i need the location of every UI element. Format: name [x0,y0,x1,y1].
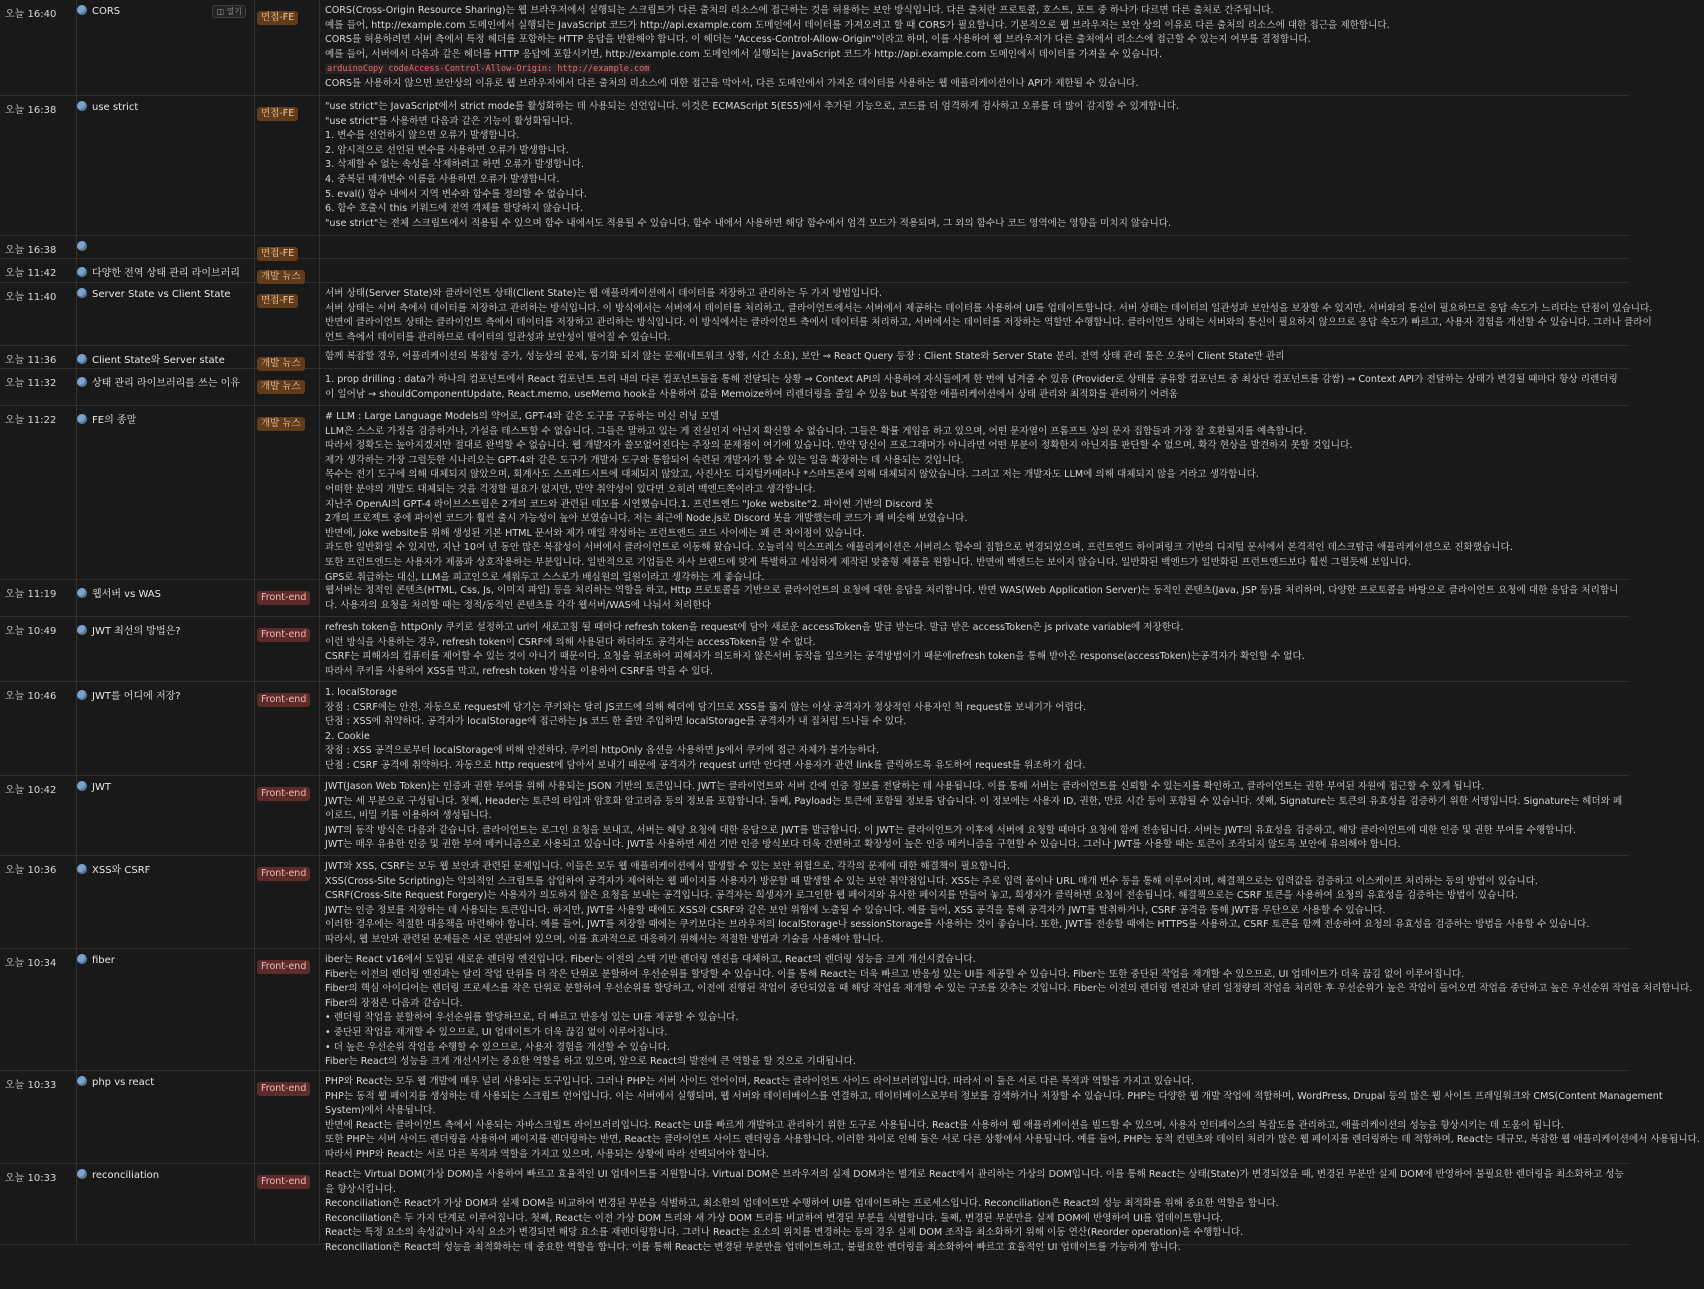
content-cell[interactable] [320,617,1629,681]
table-row[interactable] [0,283,1653,346]
content-line: JWT는 매우 유용한 인증 및 권한 부여 메커니즘으로 사용되고 있습니다. JWT를 사용하면 세션 기반 인증 방식보다 더욱 간편하고 확장성이 높은 인증 메커니즘을 구현할 수 있습니다. 그러나 JWT를 사용할 때는 토큰이 조작되지 않도록 보안에 유의해야 합니다. [325,839,1401,851]
created-time-cell: 오늘 10:42 [0,776,77,855]
page-icon [77,288,87,298]
content-cell[interactable] [320,406,1629,583]
content-line: 6. 함수 호출시 this 키워드에 전역 객체를 할당하지 않습니다. [325,203,583,215]
tag-badge: Front-end [257,1082,310,1096]
content-line: arduinoCopy codeAccess-Control-Allow-Origin: http://example.com [327,64,650,75]
tag-badge: 면접-FE [257,294,298,308]
content-line: 5. eval() 함수 내에서 지역 변수와 함수를 정의할 수 없습니다. [325,188,587,200]
page-title[interactable]: FE의 종말 [92,415,137,426]
title-cell[interactable] [77,1164,255,1244]
content-line: 서버 상태는 서버 측에서 데이터를 저장하고 관리하는 방식입니다. 이 방식에서는 서버에서 데이터를 처리하고, 클라이언트에서는 서버에서 제공하는 데이터를 사용하여 UI를 업데이트합니다. 서버 상태는 데이터의 일관성과 보안성을 보장할 수 있지만, 서버와의 통신이 필요하므로 응답 속도가 느리다는 단점이 있습니다. [325,302,1653,314]
table-row[interactable] [0,617,1629,682]
tag-cell[interactable] [255,949,320,1070]
tag-badge: 면접-FE [257,247,298,261]
content-cell[interactable] [320,236,1629,258]
tag-badge: Front-end [257,591,310,605]
content-line: 따라서 PHP와 React는 서로 다른 목적과 역할을 가지고 있으며, 사용되는 상황에 따라 선택되어야 합니다. [325,1148,769,1160]
content-line: • 중단된 작업을 재개할 수 있으므로, UI 업데이트가 더욱 끊김 없이 이루어집니다. [325,1026,668,1038]
page-icon [77,1169,87,1179]
tag-cell[interactable] [255,856,320,948]
tag-badge: Front-end [257,693,310,707]
page-icon [77,954,87,964]
content-line: 2. 암시적으로 선언된 변수를 사용하면 오류가 발생합니다. [325,144,569,156]
tag-badge: Front-end [257,960,310,974]
created-time-cell: 오늘 10:33 [0,1164,77,1244]
table-row[interactable] [0,96,1629,236]
created-time-cell: 오늘 10:36 [0,856,77,948]
created-time-cell: 오늘 16:38 [0,96,77,235]
content-line: JWT는 인증 정보를 저장하는 데 사용되는 토큰입니다. 하지만, JWT를 사용할 때에도 XSS와 CSRF와 같은 보안 위협에 노출될 수 있습니다. 예를 들어, XSS 공격을 통해 공격자가 JWT를 탈취하거나, CSRF 공격을 통해 JWT를 무단으로 사용할 수 있습니다. [325,904,1386,916]
page-icon [77,690,87,700]
content-line: PHP와 React는 모두 웹 개발에 매우 널리 사용되는 도구입니다. 그러나 PHP는 서버 사이드 언어이며, React는 클라이언트 사이드 라이브러리입니다. 따라서 이 둘은 서로 다른 목적과 역할을 가지고 있습니다. [325,1076,1194,1087]
content-line: 지난주 OpenAI의 GPT-4 라이브스트림은 2개의 코드와 관련된 데모를 시연했습니다.1. 프런트엔드 "Joke website"2. 파이썬 기반의 Discord 봇 [325,498,934,510]
title-cell[interactable] [77,96,255,235]
created-time-cell: 오늘 11:22 [0,406,77,579]
tag-cell[interactable] [255,369,320,405]
table-row[interactable] [0,236,1629,259]
content-cell[interactable] [320,776,1629,855]
created-time-cell: 오늘 11:19 [0,580,77,616]
content-line: Fiber는 React의 성능을 크게 개선시키는 중요한 역할을 하고 있으며, 앞으로 React의 발전에 큰 역할을 할 것으로 기대됩니다. [325,1056,856,1068]
content-line: 또한 프런트엔드는 사용자가 제품과 상호작용하는 부분입니다. 일반적으로 기업들은 자사 브랜드에 맞게 특별하고 세심하게 제작된 맞춤형 제품을 원합니다. 반면에 백엔드는 보이지 않습니다. 일반화된 백엔드가 일반화된 프런트엔드보다 훨씬 그럴듯해 보입니다. [325,556,1412,568]
content-line: iber는 React v16에서 도입된 새로운 렌더링 엔진입니다. Fiber는 이전의 스택 기반 렌더링 엔진을 대체하고, React의 렌더링 성능을 크게 개선시켰습니다. [325,954,976,965]
content-line: 장점 : XSS 공격으로부터 localStorage에 비해 안전하다. 쿠키의 httpOnly 옵션을 사용하면 Js에서 쿠키에 접근 자체가 불가능하다. [325,745,879,757]
page-icon [77,625,87,635]
tag-badge: Front-end [257,787,310,801]
table-row[interactable] [0,1071,1700,1164]
content-cell[interactable] [320,682,1629,775]
content-line: 3. 삭제할 수 없는 속성을 삭제하려고 하면 오류가 발생합니다. [325,159,585,171]
content-cell[interactable] [320,96,1629,235]
content-line: 어떠한 분야의 개발도 대체되는 것을 걱정할 필요가 없지만, 만약 취약성이 있다면 오히려 백엔드쪽이라고 생각합니다. [325,483,816,495]
content-cell[interactable] [320,346,1629,368]
content-line: 따라서, 웹 보안과 관련된 문제들은 서로 연관되어 있으며, 이를 효과적으로 대응하기 위해서는 적절한 방법과 기술을 사용해야 합니다. [325,933,884,945]
page-icon [77,781,87,791]
content-line: LLM은 스스로 가정을 검증하거나, 가설을 테스트할 수 없습니다. 그들은 말하고 있는 게 진실인지 아닌지 확신할 수 없습니다. 그들은 확률 게임을 하고 있으며, 어떤 문자열이 프롬프트 상의 문자 집합들과 가장 잘 호환될지를 예측합니다. [325,425,1307,437]
content-line: 반면에, joke website를 위해 생성된 기본 HTML 문서와 제가 매일 작성하는 프런트엔드 코드 사이에는 꽤 큰 차이점이 있습니다. [325,527,865,539]
content-line: 1. prop drilling : data가 하나의 컴포넌트에서 React 컴포넌트 트리 내의 다른 컴포넌트들을 통해 전달되는 상황 ⇒ Context API의 사용하여 자식들에게 한 번에 넘겨줄 수 있음 (Provider로 상태를 공유할 컴포넌트 중 최상단 컴포넌트를 감쌈) → Context API가 전달하는 상태가 변경될 때마다 항상 리렌더링이 일어남 → shouldComponentUpdate, React.memo, useMemo hook을 사용하여 값을 Memoize하여 리렌더링을 줄일 수 있음 but 복잡한 애플리케이션에서 상태 관리와 최적화를 관리하기 어려움 [325,374,1618,400]
page-icon [77,267,87,277]
content-line: 2개의 프로젝트 중에 파이썬 코드가 훨씬 출시 가능성이 높아 보였습니다. 저는 최근에 Node.js로 Discord 봇을 개발했는데 코드가 꽤 비슷해 보였습니다. [325,513,968,525]
title-cell[interactable] [77,580,255,616]
tag-cell[interactable] [255,776,320,855]
content-line: GPS로 취급하는 대신, LLM을 피고인으로 세워두고 스스로가 배심원의 일원이라고 생각하는 게 좋습니다. [325,571,765,583]
title-cell[interactable] [77,259,255,282]
content-line: JWT(Jason Web Token)는 인증과 권한 부여를 위해 사용되는 JSON 기반의 토큰입니다. JWT는 클라이언트와 서버 간에 인증 정보를 전달하는 데 사용됩니다. 이를 통해 서버는 클라이언트를 신뢰할 수 있는지를 확인하고, 클라이언트는 권한 부여된 자원에 접근할 수 있게 됩니다. [325,781,1485,792]
created-time-cell: 오늘 10:49 [0,617,77,681]
title-cell[interactable] [77,682,255,775]
tag-badge: 면접-FE [257,11,298,25]
tag-cell[interactable] [255,0,320,95]
content-line: 단점 : CSRF 공격에 취약하다. 자동으로 http request에 담아서 보내기 때문에 공격자가 request url만 안다면 사용자가 관련 link를 클릭하도록 유도하여 request를 위조하기 쉽다. [325,759,1086,771]
content-line: Fiber는 이전의 렌더링 엔진과는 달리 작업 단위를 더 작은 단위로 분할하여 우선순위를 할당할 수 있습니다. 이를 통해 React는 더욱 빠르고 반응성 있는 UI를 제공할 수 있습니다. Fiber는 또한 중단된 작업을 재개할 수 있으므로, UI 업데이트가 더욱 끊김 없이 이루어집니다. [325,968,1465,980]
created-time-cell: 오늘 16:38 [0,236,77,258]
tag-badge: 면접-FE [257,107,298,121]
page-icon [77,377,87,387]
title-cell[interactable] [77,776,255,855]
tag-badge: 개발 뉴스 [257,417,305,431]
tag-cell[interactable] [255,259,320,282]
content-line: 제가 생각하는 가장 그럴듯한 시나리오는 GPT-4와 같은 도구가 개발자 도구와 통합되어 숙련된 개발자가 할 수 있는 일을 확장하는 데 사용되는 것입니다. [325,454,964,466]
content-line: Reconciliation은 React의 성능을 최적화하는 데 중요한 역할을 합니다. 이를 통해 React는 변경된 부분만을 업데이트하고, 불필요한 렌더링을 최소화하여 빠르고 효율적인 UI 업데이트를 가능하게 합니다. [325,1241,1181,1253]
content-line: 예를 들어, http://example.com 도메인에서 실행되는 JavaScript 코드가 http://api.example.com 도메인에서 데이터를 가져오려고 할 때 CORS가 필요합니다. 기본적으로 웹 브라우저는 보안 상의 이유로 다른 출처의 리소스에 대한 접근을 제한합니다. [325,19,1390,31]
content-line: "use strict"는 전체 스크립트에서 적용될 수 있으며 함수 내에서도 적용될 수 있습니다. 함수 내에서 사용하면 해당 함수에서 엄격 모드가 적용되며, 그 외의 함수나 코드 영역에는 영향을 미치지 않습니다. [325,217,1172,229]
content-line: 또한 PHP는 서버 사이드 렌더링을 사용하여 페이지를 렌더링하는 반면, React는 클라이언트 사이드 렌더링을 사용합니다. 이러한 차이로 인해 둘은 서로 다른 상황에서 사용됩니다. 예를 들어, PHP는 동적 컨텐츠와 데이터 처리가 많은 웹 페이지를 렌더링하는 데 적합하며, React는 대규모, 복잡한 웹 애플리케이션에서 사용됩니다. [325,1134,1700,1146]
title-cell[interactable] [77,949,255,1070]
page-title[interactable]: JWT [92,782,111,793]
page-title[interactable]: 상태 관리 라이브러리를 쓰는 이유 [92,378,240,389]
table-row[interactable] [0,406,1629,583]
content-line: 목수는 전기 도구에 의해 대체되지 않았으며, 회계사도 스프레드시트에 대체되지 않았고, 사진사도 디지털카메라나 *스마트폰에 의해 대체되지 않았습니다. 그리고 저는 개발자도 LLM에 의해 대체되지 않을 거라고 생각합니다. [325,469,1259,481]
tag-cell[interactable] [255,346,320,368]
content-line: 따라서 쿠키를 사용하여 XSS를 막고, refresh token 방식을 이용하여 CSRF를 막을 수 있다. [325,665,713,677]
title-cell[interactable] [77,856,255,948]
content-line: 장점 : CSRF에는 안전. 자동으로 request에 담기는 쿠키와는 달리 JS코드에 의해 헤더에 담기므로 XSS를 뚫지 않는 이상 공격자가 정상적인 사용자인 척 request를 보내기가 어렵다. [325,701,1087,713]
tag-cell[interactable] [255,617,320,681]
title-cell[interactable] [77,1071,255,1163]
content-cell[interactable] [320,856,1629,948]
title-cell[interactable] [77,617,255,681]
title-cell[interactable] [77,369,255,405]
page-title[interactable]: reconciliation [92,1170,160,1181]
content-line: 4. 중복된 매개변수 이름을 사용하면 오류가 발생합니다. [325,173,560,185]
page-title[interactable]: Server State vs Client State [92,289,231,300]
tag-cell[interactable] [255,236,320,258]
tag-badge: 개발 뉴스 [257,380,305,394]
created-time-cell: 오늘 11:40 [0,283,77,345]
content-line: 반면에 클라이언트 상태는 클라이언트 측에서 데이터를 저장하고 관리하는 방식입니다. 이 방식에서는 클라이언트 측에서 데이터를 처리하고, 서버에서는 데이터를 저장하는 역할만 수행합니다. 클라이언트 상태는 서버와의 통신이 필요하지 않으므로 응답 속도가 빠르고, 사용자 경험을 개선할 수 있습니다. 그러나 클라이언트 측에서 데이터를 관리하므로 데이터의 일관성과 보안성이 떨어질 수 있습니다. [325,317,1652,343]
content-line: XSS(Cross-Site Scripting)는 악의적인 스크립트를 삽입하여 공격자가 제어하는 웹 페이지를 사용자가 방문할 때 발생할 수 있는 보안 취약점입니다. XSS는 주로 입력 폼이나 URL 매개 변수 등을 통해 이루어지며, 해결책으로는 입력값을 검증하고 이스케이프 처리하는 등의 방법이 있습니다. [325,875,1538,887]
table-row[interactable] [0,1164,1629,1253]
page-icon [77,5,87,15]
table-row[interactable] [0,0,1629,96]
content-line: 1. 변수를 선언하지 않으면 오류가 발생합니다. [325,130,520,142]
content-line: React는 Virtual DOM(가상 DOM)을 사용하여 빠르고 효율적인 UI 업데이트를 지원합니다. Virtual DOM은 브라우저의 실제 DOM과는 별개로 React에서 관리하는 가상의 DOM입니다. 이를 통해 React는 상태(State)가 변경되었을 때, 변경된 부분만 실제 DOM에 반영하여 불필요한 렌더링을 최소화하고 성능을 향상시킵니다. [325,1169,1624,1195]
content-cell[interactable] [320,580,1629,616]
tag-cell[interactable] [255,682,320,775]
content-line: React는 특정 요소의 속성값이나 자식 요소가 변경되면 해당 요소를 재렌더링합니다. 그러나 React는 요소의 위치를 변경하는 등의 경우 실제 DOM 조작을 최소화하기 위해 이동 연산(Reorder operation)을 수행합니다. [325,1227,1244,1239]
content-line: 반면에 React는 클라이언트 측에서 사용되는 자바스크립트 라이브러리입니다. React는 UI를 빠르게 개발하고 관리하기 위한 도구로 사용됩니다. React를 사용하여 웹 애플리케이션을 빌드할 수 있으며, 사용자 인터페이스의 복잡도를 관리하고, 애플리케이션의 성능을 향상시키는 데 도움이 됩니다. [325,1119,1564,1131]
page-title[interactable]: php vs react [92,1077,155,1088]
tag-cell[interactable] [255,1071,320,1163]
page-title[interactable]: use strict [92,102,139,113]
table-row[interactable] [0,346,1629,369]
content-line: CSRF(Cross-Site Request Forgery)는 사용자가 의도하지 않은 요청을 보내는 공격입니다. 공격자는 희생자가 로그인한 웹 페이지와 유사한 페이지를 만들어 놓고, 희생자가 클릭하면 요청이 전송됩니다. 해결책으로는 CSRF 토큰을 사용하여 요청의 유효성을 검증하는 방법이 있습니다. [325,890,1518,902]
tag-badge: Front-end [257,867,310,881]
page-icon [77,354,87,364]
table-row[interactable] [0,682,1629,776]
page-icon [77,414,87,424]
open-page-button[interactable]: ◫ 열기 [212,5,246,18]
content-line: 1. localStorage [325,687,398,698]
tag-cell[interactable] [255,406,320,579]
table-row[interactable] [0,776,1629,856]
content-line: 단점 : XSS에 취약하다. 공격자가 localStorage에 접근하는 Js 코드 한 줄만 주입하면 localStorage를 공격자가 내 집처럼 드나들 수 있다. [325,716,907,728]
page-icon [77,588,87,598]
content-line: 과도한 일반화일 수 있지만, 지난 10여 년 동안 많은 복잡성이 서버에서 클라이언트로 이동해 왔습니다. 오늘리식 익스프레스 애플리케이션은 서버리스 함수의 집합으로 변경되었으며, 프런트엔드 하이퍼링크 기반의 디지털 문서에서 본격적인 데스크탑급 애플리케이션으로 진화했습니다. [325,542,1513,554]
tag-cell[interactable] [255,96,320,235]
tag-badge: 개발 뉴스 [257,357,305,371]
content-line: CSRF는 피해자의 컴퓨터를 제어할 수 있는 것이 아니기 때문이다. 요청을 위조하여 피해자가 의도하지 않은서버 동작을 일으키는 공격방법이기 때문에refresh token을 통해 받아온 response(accessToken)는공격자가 확인할 수 없다. [325,651,1305,663]
created-time-cell: 오늘 10:34 [0,949,77,1070]
content-line: Fiber의 장점은 다음과 같습니다. [325,997,463,1009]
content-line: • 더 높은 우선순위 작업을 수행할 수 있으므로, 사용자 경험을 개선할 수 있습니다. [325,1041,670,1053]
content-line: 함께 복잡할 경우, 어플리케이션의 복잡성 증가, 성능상의 문제, 동기화 되지 않는 문제(네트워크 상황, 시간 소요), 보안 ⇒ React Query 등장 : Client State와 Server State 분리. 전역 상태 관리 툴은 오롯이 Client State만 관리 [325,351,1285,362]
page-icon [77,101,87,111]
created-time-cell: 오늘 10:46 [0,682,77,775]
created-time-cell: 오늘 11:36 [0,346,77,368]
content-line: CORS를 허용하려면 서버 측에서 특정 헤더를 포함하는 HTTP 응답을 반환해야 합니다. 이 헤더는 "Access-Control-Allow-Origin"이라고 하며, 이를 사용하여 웹 브라우저가 다른 출처에서 리소스에 접근할 수 있는지 여부를 결정합니다. [325,34,1311,46]
page-icon [77,864,87,874]
content-line: 예를 들어, 서버에서 다음과 같은 헤더를 HTTP 응답에 포함시키면, http://example.com 도메인에서 실행되는 JavaScript 코드가 http://api.example.com 도메인에서 데이터를 가져올 수 있습니다. [325,48,1163,60]
table-row[interactable] [0,259,1629,283]
content-line: 이런 방식을 사용하는 경우, refresh token이 CSRF에 의해 사용된다 하더라도 공격자는 accessToken을 알 수 없다. [325,636,816,648]
page-title[interactable]: fiber [92,955,115,966]
content-line: • 렌더링 작업을 분할하여 우선순위를 할당하므로, 더 빠르고 반응성 있는 UI를 제공할 수 있습니다. [325,1012,739,1024]
content-line: Reconciliation은 React가 가상 DOM과 실제 DOM을 비교하여 변경된 부분을 식별하고, 최소한의 업데이트만 수행하여 UI를 업데이트하는 프로세스입니다. Reconciliation은 React의 성능 최적화를 위해 중요한 역할을 합니다. [325,1198,1279,1210]
tag-badge: Front-end [257,628,310,642]
content-cell[interactable] [320,1164,1629,1253]
content-line: # LLM : Large Language Models의 약어로, GPT-4와 같은 도구를 구동하는 머신 러닝 모델 [325,411,720,422]
page-icon [77,1076,87,1086]
content-cell[interactable] [320,259,1629,282]
table-row[interactable] [0,580,1629,617]
content-line: PHP는 동적 웹 페이지를 생성하는 데 사용되는 스크립트 언어입니다. 이는 서버에서 실행되며, 웹 서버와 데이터베이스를 연결하고, 데이터베이스로부터 정보를 검색하거나 저장할 수 있습니다. PHP는 다양한 웹 개발 작업에 적합하며, WordPress, Drupal 등의 많은 웹 사이트 프레임워크와 CMS(Content Management System)에서 사용됩니다. [325,1090,1663,1117]
title-cell[interactable] [77,346,255,368]
content-line: JWT의 동작 방식은 다음과 같습니다. 클라이언트는 로그인 요청을 보내고, 서버는 해당 요청에 대한 응답으로 JWT를 발급합니다. 이 JWT는 클라이언트가 이후에 서버에 요청할 때마다 요청에 함께 전송됩니다. 서버는 JWT의 유효성을 검증하고, 해당 클라이언트에 대한 인증 및 권한 부여를 수행합니다. [325,824,1577,836]
content-line: "use strict"를 사용하면 다음과 같은 기능이 활성화됩니다. [325,115,573,127]
table-row[interactable] [0,949,1693,1071]
title-cell[interactable] [77,406,255,579]
tag-badge: 개발 뉴스 [257,270,305,284]
content-line: Fiber의 핵심 아이디어는 렌더링 프로세스를 작은 단위로 분할하여 우선순위를 할당하고, 이전에 진행된 작업이 중단되었을 때 해당 작업을 재개할 수 있는 구조를 갖추는 것입니다. Fiber는 이전의 렌더링 엔진과 달리 일정량의 작업을 처리한 후 우선순위가 높은 작업이 들어오면 작업을 중단하고 높은 우선순위 작업을 처리합니다. [325,983,1693,995]
page-title[interactable]: JWT를 어디에 저장? [92,691,181,702]
content-line: 웹서버는 정적인 콘텐츠(HTML, Css, Js, 이미지 파일) 등을 처리하는 역할을 하고, Http 프로토콜을 기반으로 클라이언트의 요청에 대한 응답을 처리합니다. 반면 WAS(Web Application Server)는 동적인 콘텐츠(Java, JSP 등)를 처리하며, 다양한 프로토콜을 바탕으로 클라이언트 요청에 대한 응답을 처리합니다. 사용자의 요청을 처리할 때는 정적/동적인 콘텐츠를 각각 웹서버/WAS에 나눠서 처리한다 [325,585,1619,611]
content-line: 따라서 정확도는 높아지겠지만 절대로 완벽할 수 없습니다. 웹 개발자가 쓸모없어진다는 주장의 문제점이 여기에 있습니다. 만약 당신이 프로그래머가 아니라면 어떤 부분이 정확한지 아닌지를 판단할 수 없으며, 확각 현상을 발견하지 못할 것입니다. [325,440,1353,452]
page-title[interactable]: 다양한 전역 상태 관리 라이브러리 [92,268,240,279]
tag-cell[interactable] [255,283,320,345]
content-line: Reconciliation은 두 가지 단계로 이루어집니다. 첫째, React는 이전 가상 DOM 트리와 새 가상 DOM 트리를 비교하여 변경된 부분을 식별합니다. 둘째, 변경된 부분만을 실제 DOM에 반영하여 UI를 업데이트합니다. [325,1212,1224,1224]
content-cell[interactable] [320,369,1629,405]
content-cell[interactable] [320,0,1629,95]
table-row[interactable] [0,856,1629,949]
page-title[interactable]: XSS와 CSRF [92,865,151,876]
tag-badge: Front-end [257,1175,310,1189]
page-title[interactable]: CORS [92,6,121,17]
content-line: CORS를 사용하지 않으면 보안상의 이유로 웹 브라우저에서 다른 출처의 리소스에 대한 접근을 막아서, 다른 도메인에서 가져온 데이터를 사용하는 웹 애플리케이션이나 API가 제한될 수 있습니다. [325,77,1139,89]
content-line: CORS(Cross-Origin Resource Sharing)는 웹 브라우저에서 실행되는 스크립트가 다른 출처의 리소스에 접근하는 것을 허용하는 보안 방식입니다. 다른 출처란 프로토콜, 호스트, 포트 중 하나가 다르면 다른 출처로 간주됩니다. [325,5,1274,16]
content-line: "use strict"는 JavaScript에서 strict mode를 활성화하는 데 사용되는 선언입니다. 이것은 ECMAScript 5(ES5)에서 추가된 기능으로, 코드를 더 엄격하게 검사하고 오류를 더 많이 감지할 수 있게합니다. [325,101,1179,112]
content-line: JWT와 XSS, CSRF는 모두 웹 보안과 관련된 문제입니다. 이들은 모두 웹 애플리케이션에서 발생할 수 있는 보안 위험으로, 각각의 문제에 대한 해결책이 필요합니다. [325,861,1010,872]
tag-cell[interactable] [255,1164,320,1244]
title-cell[interactable] [77,283,255,345]
created-time-cell: 오늘 11:42 [0,259,77,282]
content-line: refresh token을 httpOnly 쿠키로 설정하고 url이 새로고침 될 때마다 refresh token을 request에 담아 새로운 accessToken을 발급 받는다. 발급 받은 accessToken은 js private variable에 저장한다. [325,622,1184,633]
content-cell[interactable] [320,283,1656,345]
tag-cell[interactable] [255,580,320,616]
page-title[interactable]: JWT 최선의 방법은? [92,626,181,637]
content-line: 서버 상태(Server State)와 클라이언트 상태(Client State)는 웹 애플리케이션에서 데이터를 저장하고 관리하는 두 가지 방법입니다. [325,288,882,299]
content-cell[interactable] [320,1071,1704,1163]
page-title[interactable]: 웹서버 vs WAS [92,589,161,600]
page-icon [77,241,87,251]
created-time-cell: 오늘 11:32 [0,369,77,405]
content-cell[interactable] [320,949,1696,1070]
content-line: 2. Cookie [325,730,370,742]
title-cell[interactable] [77,0,255,95]
content-line: JWT는 세 부분으로 구성됩니다. 첫째, Header는 토큰의 타입과 암호화 알고리즘 등의 정보를 포함합니다. 둘째, Payload는 토큰에 포함될 정보를 담습니다. 이 정보에는 사용자 ID, 권한, 만료 시간 등이 포함될 수 있습니다. 셋째, Signature는 토큰의 유효성을 검증하기 위한 서명입니다. Signature는 헤더와 페이로드, 비밀 키를 이용하여 생성됩니다. [325,795,1623,822]
page-title[interactable]: Client State와 Server state [92,355,225,366]
title-cell[interactable] [77,236,255,258]
content-line: 이러한 경우에는 적절한 대응책을 마련해야 합니다. 예를 들어, JWT를 저장할 때에는 쿠키보다는 브라우저의 localStorage나 sessionStorage를 사용하는 것이 좋습니다. 또한, JWT를 전송할 때에는 HTTPS를 사용하고, CSRF 토큰을 함께 전송하여 요청의 유효성을 검증하는 방법을 사용할 수 있습니다. [325,919,1590,931]
created-time-cell: 오늘 16:40 [0,0,77,95]
created-time-cell: 오늘 10:33 [0,1071,77,1163]
table-row[interactable] [0,369,1629,406]
